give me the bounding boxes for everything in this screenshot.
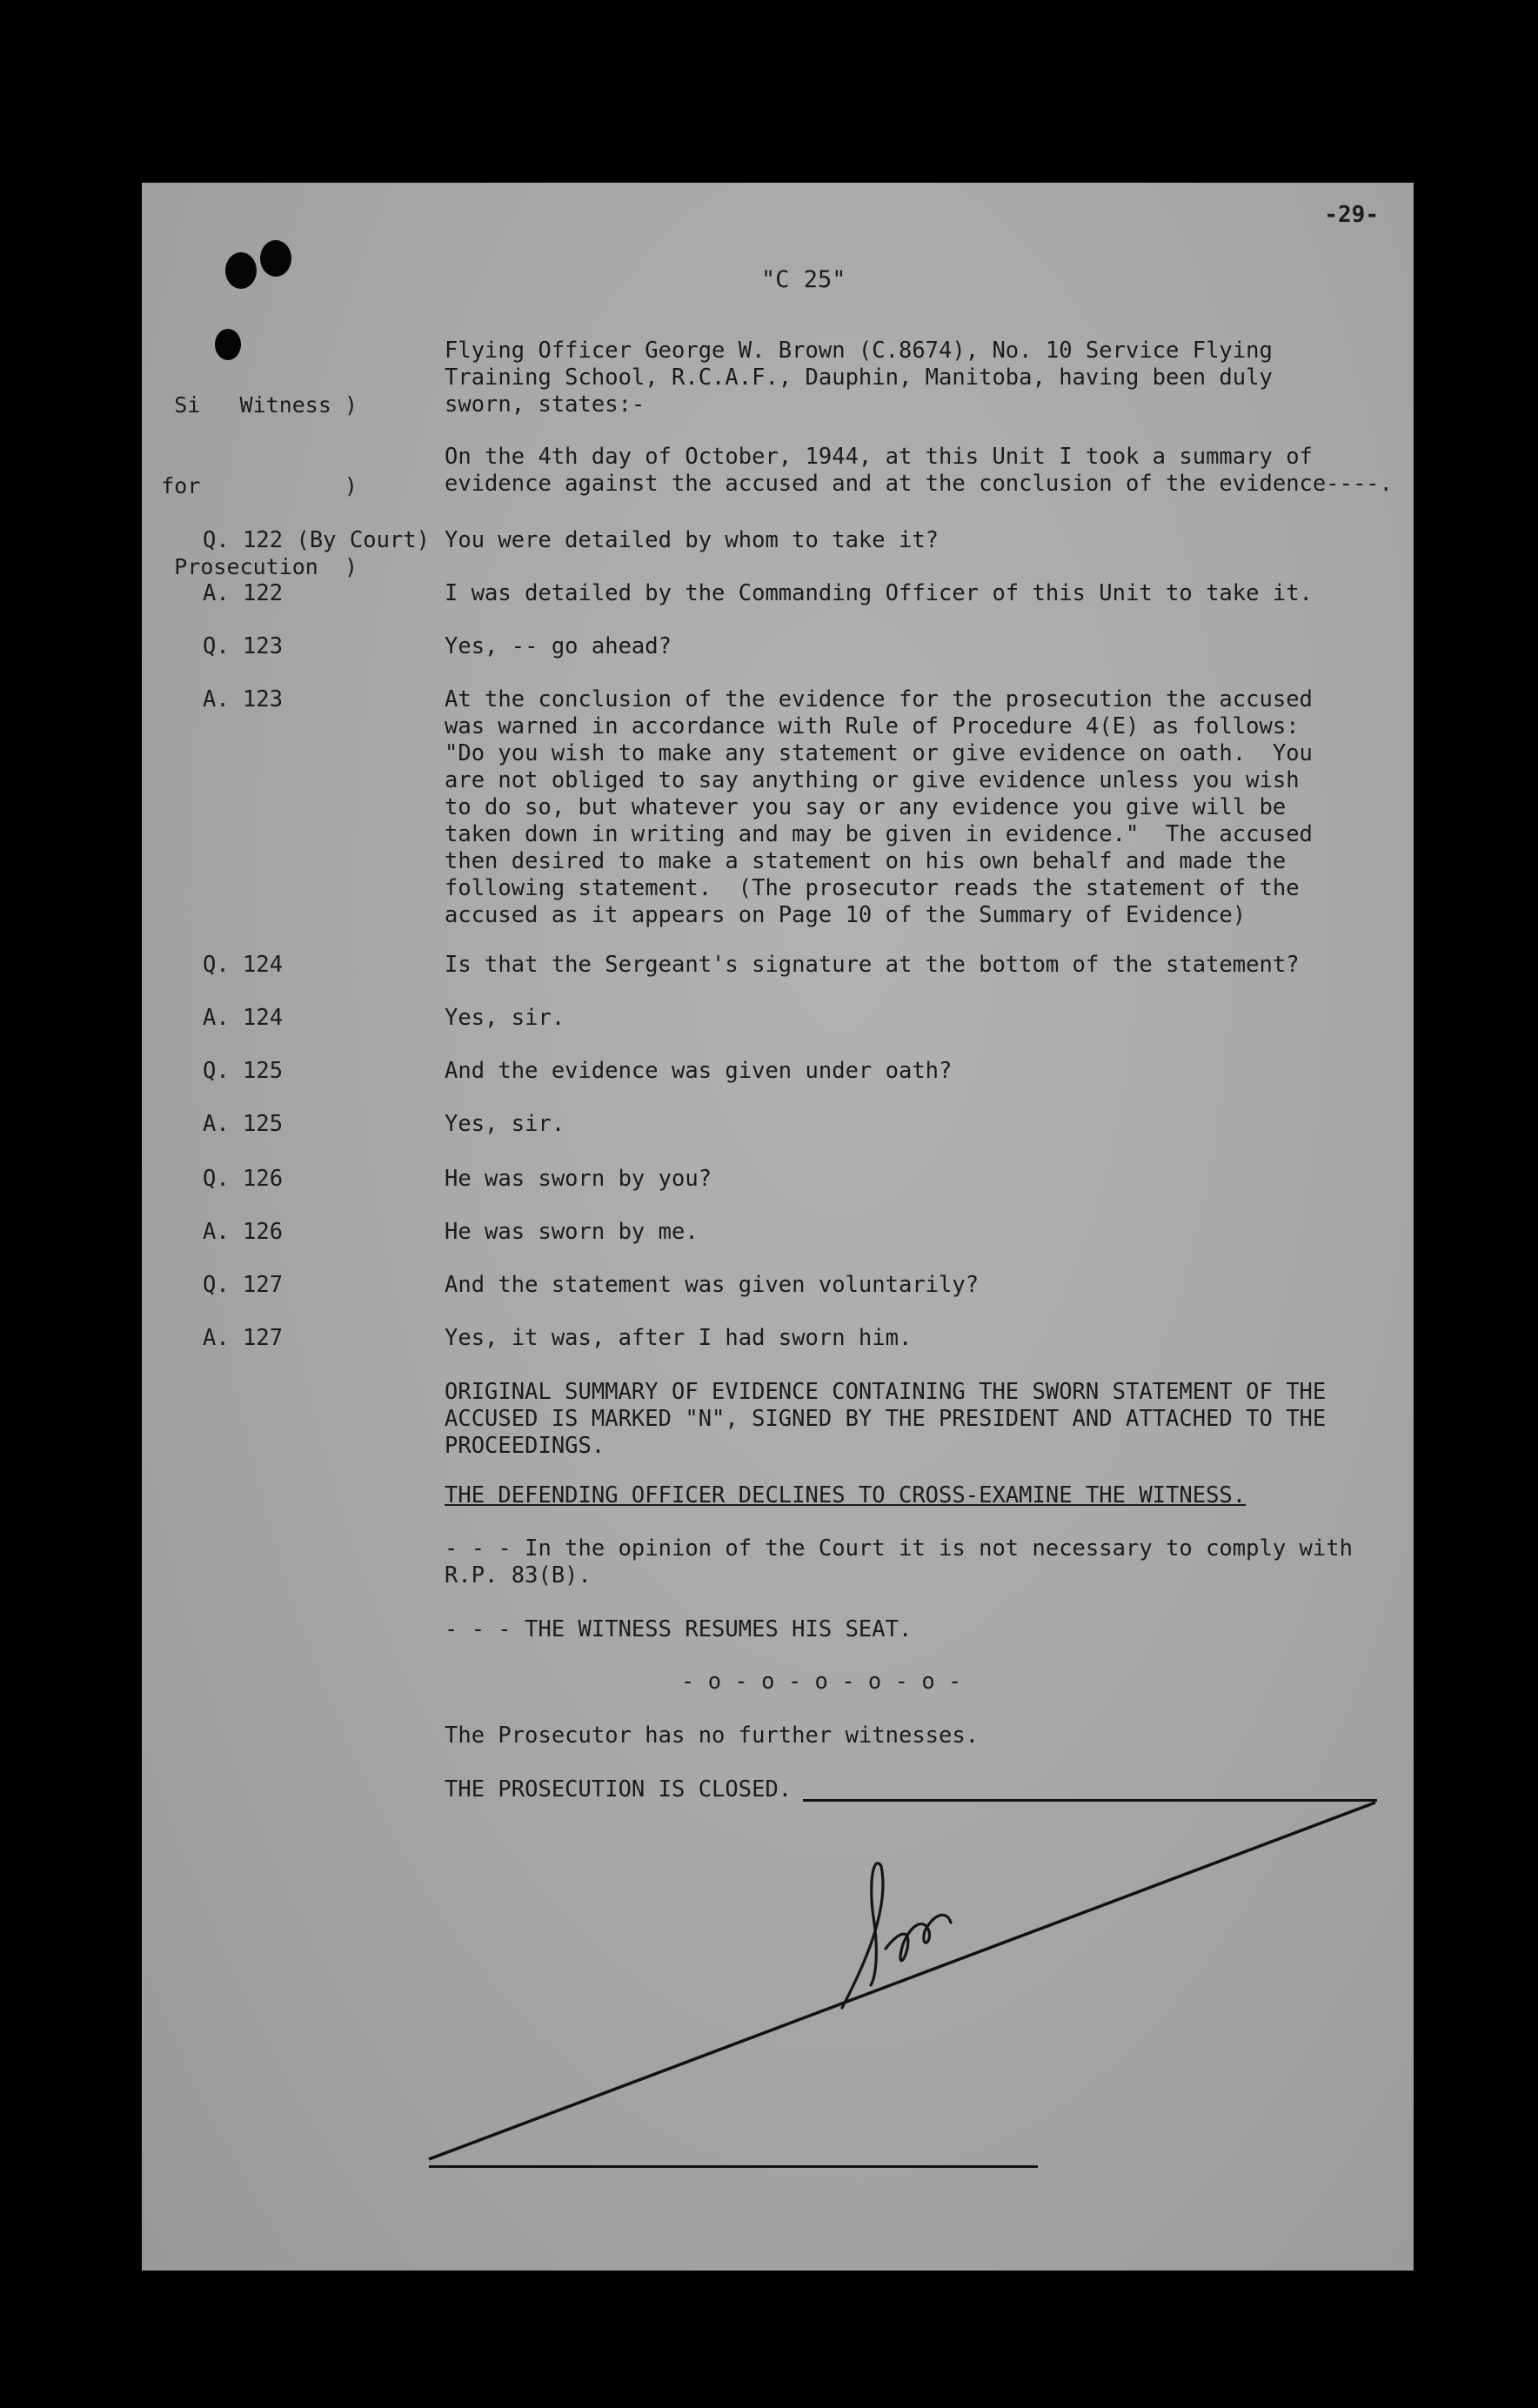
qa-label: Q. 126 (203, 1166, 284, 1192)
document-page (142, 183, 1414, 2271)
witness-resumes-line: - - - THE WITNESS RESUMES HIS SEAT. (445, 1616, 913, 1642)
diagonal-strike-line (429, 1803, 1375, 2159)
witness-label-line: for ) (161, 473, 358, 498)
handwritten-initials-signature (842, 1863, 951, 2008)
qa-text-line: At the conclusion of the evidence for the prosecution the accused (445, 686, 1313, 712)
no-further-witnesses-line: The Prosecutor has no further witnesses. (445, 1722, 980, 1749)
summary-line: ORIGINAL SUMMARY OF EVIDENCE CONTAINING THE SWORN STATEMENT OF THE (445, 1379, 1327, 1405)
witness-label-line: Prosecution ) (174, 554, 358, 579)
qa-text-line: Yes, -- go ahead? (445, 633, 672, 659)
qa-label: Q. 122 (By Court) (203, 527, 430, 553)
qa-text-line: to do so, but whatever you say or any evidence you give will be (445, 794, 1287, 820)
opening-statement-line: On the 4th day of October, 1944, at this Unit I took a summary of (445, 444, 1313, 470)
qa-text-line: And the statement was given voluntarily? (445, 1272, 980, 1298)
qa-text-line: He was sworn by me. (445, 1219, 699, 1245)
witness-label-line: Si Witness ) (174, 392, 358, 418)
summary-line: PROCEEDINGS. (445, 1433, 605, 1459)
qa-label: Q. 123 (203, 633, 284, 659)
summary-line: ACCUSED IS MARKED "N", SIGNED BY THE PRESIDENT AND ATTACHED TO THE (445, 1406, 1327, 1432)
qa-label: A. 123 (203, 686, 284, 712)
qa-label: A. 122 (203, 580, 284, 606)
qa-text-line: following statement. (The prosecutor reads the statement of the (445, 875, 1300, 901)
court-opinion-line: - - - In the opinion of the Court it is not necessary to comply with (445, 1535, 1353, 1562)
qa-label: Q. 127 (203, 1272, 284, 1298)
exhibit-label: "C 25" (761, 266, 846, 293)
cancellation-mark (142, 183, 1414, 2271)
qa-label: A. 127 (203, 1325, 284, 1351)
qa-label: A. 126 (203, 1219, 284, 1245)
qa-text-line: Yes, sir. (445, 1005, 565, 1031)
qa-text-line: accused as it appears on Page 10 of the Summary of Evidence) (445, 902, 1247, 928)
qa-label: Q. 125 (203, 1058, 284, 1084)
qa-text-line: Yes, sir. (445, 1111, 565, 1137)
qa-text-line: was warned in accordance with Rule of Procedure 4(E) as follows: (445, 713, 1300, 739)
prosecution-closed-line: THE PROSECUTION IS CLOSED. (445, 1776, 792, 1803)
qa-text-line: And the evidence was given under oath? (445, 1058, 953, 1084)
separator-line: - o - o - o - o - o - (681, 1669, 962, 1695)
qa-text-line: taken down in writing and may be given in evidence." The accused (445, 821, 1313, 847)
qa-text-line: I was detailed by the Commanding Officer of this Unit to take it. (445, 580, 1313, 606)
court-opinion-line: R.P. 83(B). (445, 1562, 592, 1589)
qa-text-line: "Do you wish to make any statement or give evidence on oath. You (445, 740, 1313, 766)
qa-label: A. 124 (203, 1005, 284, 1031)
qa-label: A. 125 (203, 1111, 284, 1137)
witness-intro-line: Training School, R.C.A.F., Dauphin, Manitoba, having been duly (445, 365, 1273, 391)
qa-text-line: Is that the Sergeant's signature at the bottom of the statement? (445, 952, 1300, 978)
qa-text-line: are not obliged to say anything or give evidence unless you wish (445, 767, 1300, 793)
opening-statement-line: evidence against the accused and at the conclusion of the evidence----. (445, 471, 1394, 497)
witness-intro-line: sworn, states:- (445, 391, 645, 418)
qa-text-line: Yes, it was, after I had sworn him. (445, 1325, 913, 1351)
witness-intro-line: Flying Officer George W. Brown (C.8674), No. 10 Service Flying (445, 338, 1273, 364)
qa-text-line: then desired to make a statement on his own behalf and made the (445, 848, 1287, 874)
defending-officer-statement: THE DEFENDING OFFICER DECLINES TO CROSS-EXAMINE THE WITNESS. (445, 1482, 1247, 1508)
qa-label: Q. 124 (203, 952, 284, 978)
page-number: -29- (1324, 202, 1379, 228)
qa-text-line: He was sworn by you? (445, 1166, 712, 1192)
qa-text-line: You were detailed by whom to take it? (445, 527, 940, 553)
